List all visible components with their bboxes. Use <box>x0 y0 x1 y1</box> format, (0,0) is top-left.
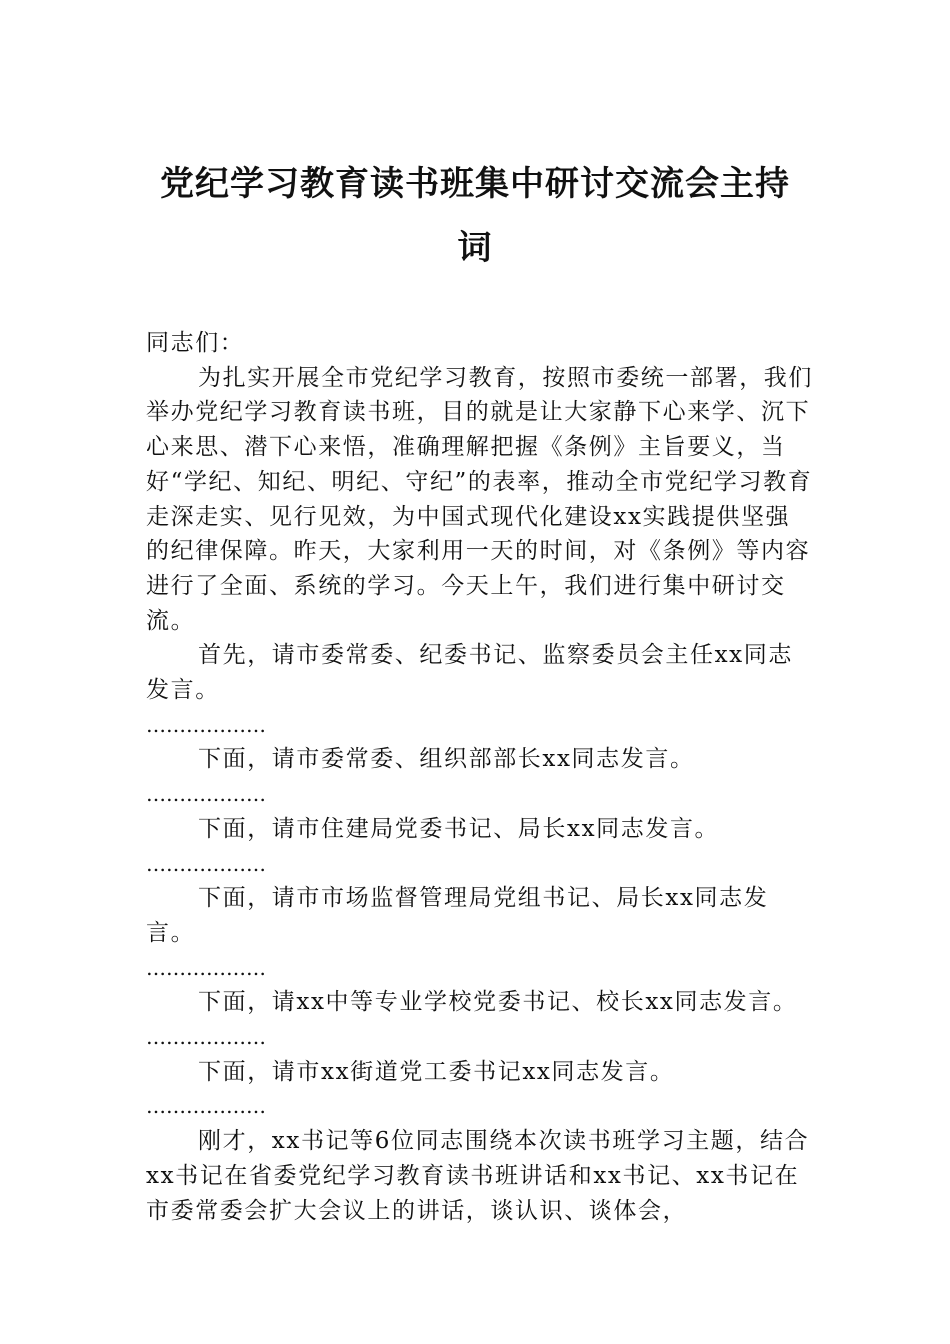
ellipsis-4: ……………… <box>146 955 266 980</box>
document-body <box>146 326 814 1228</box>
ellipsis-1: ……………… <box>146 712 266 737</box>
paragraph-intro: 为扎实开展全市党纪学习教育，按照市委统一部署，我们举办党纪学习教育读书班，目的就是让大家静下心来学、沉下心来思、潜下心来悟，准确理解把握《条例》主旨要义，当好“学纪、知纪、明纪、守纪”的表率，推动全市党纪学习教育走深走实、见行见效，为中国式现代化建设xx实践提供坚强的纪律保障。昨天，大家利用一天的时间，对《条例》等内容进行了全面、系统的学习。今天上午，我们进行集中研讨交流。 <box>146 364 813 634</box>
paragraph-speaker-3: 下面，请市住建局党委书记、局长xx同志发言。 <box>198 815 720 842</box>
paragraph-summary: 刚才，xx书记等6位同志围绕本次读书班学习主题，结合xx书记在省委党纪学习教育读书班讲话和xx书记、xx书记在市委常委会扩大会议上的讲话，谈认识、谈体会， <box>146 1128 810 1224</box>
paragraph-first-speaker: 首先，请市委常委、纪委书记、监察委员会主任xx同志发言。 <box>146 642 793 704</box>
ellipsis-6: ……………… <box>146 1094 266 1119</box>
paragraph-speaker-6: 下面，请市xx街道党工委书记xx同志发言。 <box>198 1058 675 1085</box>
paragraph-speaker-4: 下面，请市市场监督管理局党组书记、局长xx同志发言。 <box>146 885 769 946</box>
ellipsis-3: ……………… <box>146 851 266 876</box>
ellipsis-2: ……………… <box>146 782 266 807</box>
document-title: 党纪学习教育读书班集中研讨交流会主持词 <box>160 164 790 268</box>
ellipsis-5: ……………… <box>146 1025 266 1050</box>
paragraph-speaker-2: 下面，请市委常委、组织部部长xx同志发言。 <box>198 746 695 773</box>
paragraph-speaker-5: 下面，请xx中等专业学校党委书记、校长xx同志发言。 <box>198 989 798 1016</box>
greeting: 同志们： <box>146 330 245 356</box>
